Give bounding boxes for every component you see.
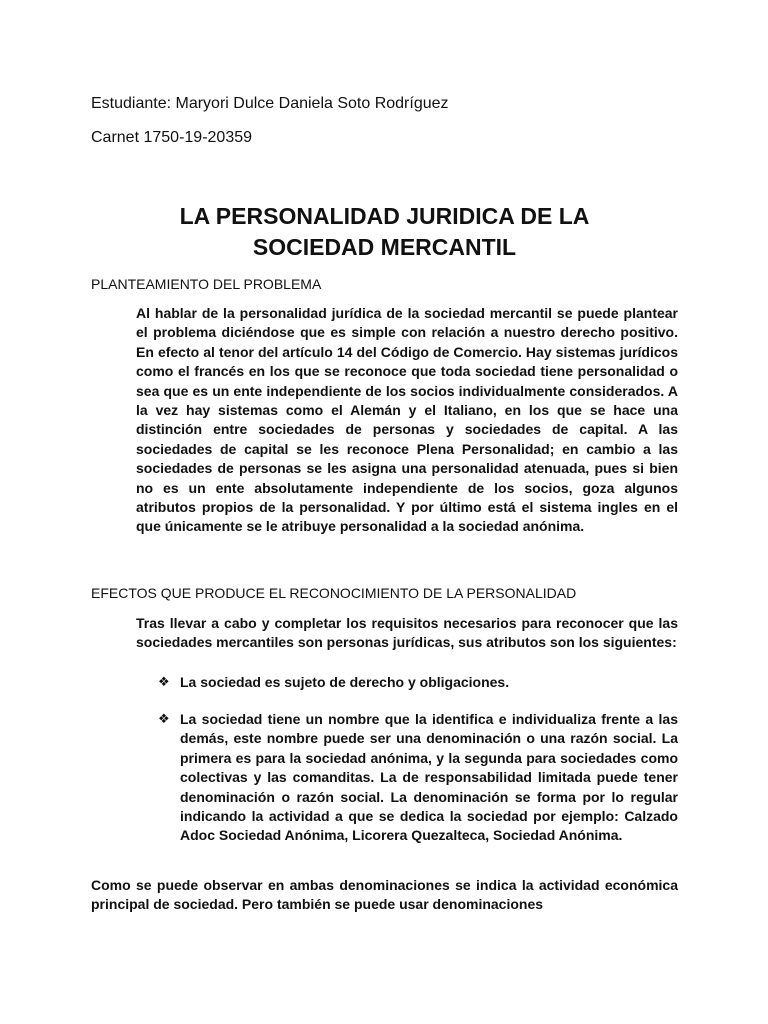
closing-paragraph: Como se puede observar en ambas denominaciones se indica la actividad económica principal de sociedad. Pero también se puede usar denominaciones bbox=[91, 877, 678, 913]
student-name: Estudiante: Maryori Dulce Daniela Soto Rodríguez bbox=[91, 95, 449, 112]
section-heading-problema: PLANTEAMIENTO DEL PROBLEMA bbox=[91, 276, 322, 292]
title-line-2: SOCIEDAD MERCANTIL bbox=[252, 234, 517, 260]
section-heading-efectos: EFECTOS QUE PRODUCE EL RECONOCIMIENTO DE LA PERSONALIDAD bbox=[91, 585, 577, 601]
list-item bbox=[158, 710, 678, 846]
student-carnet: Carnet 1750-19-20359 bbox=[91, 129, 253, 146]
list-item-text: La sociedad es sujeto de derecho y obligaciones. bbox=[180, 674, 510, 690]
section-paragraph-problema: Al hablar de la personalidad jurídica de la sociedad mercantil se puede plantear el problema diciéndose que es simple con relación a nuestro derecho positivo. En efecto al tenor del artículo 14 del Código de Comercio. Hay sistemas jurídicos como el francés en los que se reconoce que toda sociedad tiene personalidad o sea que es un ente independiente de los socios individualmente considerados. A la vez hay sistemas como el Alemán y el Italiano, en los que se hace una distinción entre sociedades de personas y sociedades de capital. A las sociedades de capital se les reconoce Plena Personalidad; en cambio a las sociedades de personas se les asigna una personalidad atenuada, pues si bien no es un ente absolutamente independiente de los socios, goza algunos atributos propios de la personalidad. Y por último está el sistema ingles en el que únicamente se le atribuye personalidad a la sociedad anónima. bbox=[136, 305, 678, 535]
title-line-1: LA PERSONALIDAD JURIDICA DE LA bbox=[179, 203, 590, 229]
document-title bbox=[91, 201, 678, 263]
list-item bbox=[158, 673, 678, 692]
diamond-bullet-icon: ❖ bbox=[158, 712, 170, 727]
section-paragraph-efectos: Tras llevar a cabo y completar los requisitos necesarios para reconocer que las sociedades mercantiles son personas jurídicas, sus atributos son los siguientes: bbox=[136, 615, 678, 651]
diamond-bullet-icon: ❖ bbox=[158, 675, 170, 690]
list-item-text: La sociedad tiene un nombre que la identifica e individualiza frente a las demás, este nombre puede ser una denominación o una razón social. La primera es para la sociedad anónima, y la segunda para sociedades como colectivas y las comanditas. La de responsabilidad limitada puede tener denominación o razón social. La denominación se forma por lo regular indicando la actividad a que se dedica la sociedad por ejemplo: Calzado Adoc Sociedad Anónima, Licorera Quezalteca, Sociedad Anónima. bbox=[180, 711, 678, 844]
